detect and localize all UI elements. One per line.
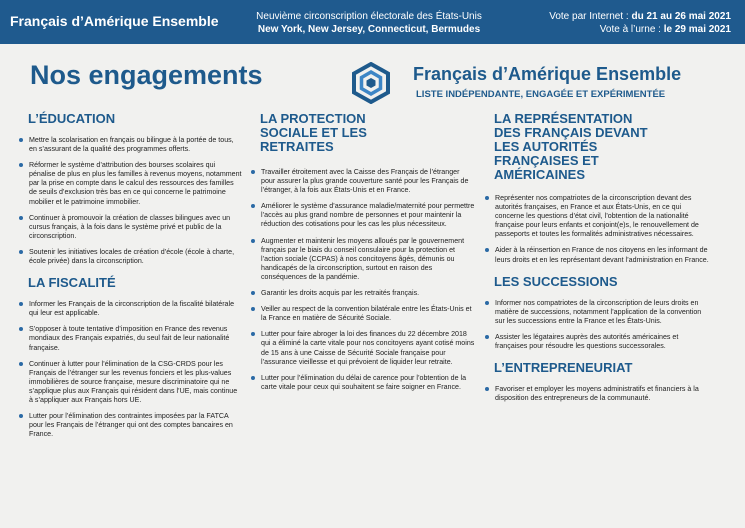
list-item: Réformer le système d’attribution des bourses scolaires qui pénalise de plus en plus les familles à revenus moyens, notamment par la prise en compte dans le calcul des ressources des familles de seuils d’exclusion très bas en ce qui concerne le patrimoine mobilier et le patrimoine immobilier. (18, 161, 243, 206)
vote-internet (549, 10, 731, 23)
list-item: Continuer à promouvoir la création de classes bilingues avec un cursus français, à la fois dans le système privé et public de la circonscription. (18, 214, 243, 241)
vote-urne-date: le 29 mai 2021 (663, 24, 731, 35)
list-item: Représenter nos compatriotes de la circonscription devant des autorités françaises, en France et aux États-Unis, en ce qui concerne les questions d’état civil, l’obtention de la nationalité française pour leurs enfants et conjoint(e)s, le renouvellement de passeports et toutes les formalités administratives nécessaires. (484, 194, 712, 239)
section-title: LA FISCALITÉ (28, 275, 116, 291)
list-item: Mettre la scolarisation en français ou bilingue à la portée de tous, en s’assurant de la qualité des programmes offerts. (18, 136, 243, 154)
section-title: L’ÉDUCATION (28, 111, 116, 126)
circonscription-line1: Neuvième circonscription électorale des États-Unis (256, 11, 482, 22)
column-3 (484, 112, 712, 410)
list-item: Améliorer le système d’assurance maladie/maternité pour permettre l’accès au plus grand nombre de personnes et pour maintenir la réduction des cotisations pour les cas les plus nécessiteux. (250, 202, 475, 229)
column-2 (250, 112, 475, 399)
brand-tagline: LISTE INDÉPENDANTE, ENGAGÉE ET EXPÉRIMENTÉE (416, 89, 666, 100)
list-item: Soutenir les initiatives locales de création d’école (école à charte, école privée) dans la circonscription. (18, 248, 243, 266)
list-item: Continuer à lutter pour l’élimination de la CSG-CRDS pour les Français de l’étranger sur les revenus fonciers et les plus-values immobilières de source française, mesure discriminatoire qui ne s’applique plus aux Français qui résident dans l’UE, mais continue à s’appliquer aux Français hors UE. (18, 360, 243, 405)
section-list (18, 300, 243, 439)
section-title: LA REPRÉSENTATION DES FRANÇAIS DEVANT LES AUTORITÉS FRANÇAISES ET AMÉRICAINES (494, 111, 648, 182)
header-vote-dates (549, 10, 731, 36)
header-bar (0, 0, 745, 44)
vote-internet-label: Vote par Internet : (549, 11, 629, 22)
vote-internet-dates: du 21 au 26 mai 2021 (631, 11, 731, 22)
list-item: Lutter pour l’élimination du délai de carence pour l’obtention de la carte vitale pour ceux qui souhaitent se faire soigner en France. (250, 374, 475, 392)
list-item: Augmenter et maintenir les moyens alloués par le gouvernement français par le biais du conseil consulaire pour la protection et l’action sociale (CCPAS) à nos concitoyens âgés, démunis ou handicapés de la circonscription, surtout en raison des conséquences de la pandémie. (250, 237, 475, 282)
brand-name: Français d’Amérique Ensemble (413, 64, 682, 84)
page-title: Nos engagements (30, 60, 263, 90)
section-list (484, 385, 712, 403)
section-list (484, 194, 712, 265)
section-title: L’ENTREPRENEURIAT (494, 360, 633, 376)
vote-urne-label: Vote à l’urne : (599, 24, 661, 35)
section-list (18, 136, 243, 266)
list-item: Travailler étroitement avec la Caisse des Français de l’étranger pour assurer la plus grande couverture santé pour les Français de l’étranger, à la fois aux États-Unis et en France. (250, 168, 475, 195)
column-1 (18, 112, 243, 446)
list-item: Garantir les droits acquis par les retraités français. (250, 289, 475, 298)
list-item: Veiller au respect de la convention bilatérale entre les États-Unis et la France en matière de Sécurité Sociale. (250, 305, 475, 323)
section (250, 112, 475, 392)
list-item: S’opposer à toute tentative d’imposition en France des revenus mondiaux des Français expatriés, du seul fait de leur nationalité française. (18, 325, 243, 352)
logo-icon (350, 62, 392, 104)
section (484, 112, 712, 265)
section (18, 276, 243, 439)
list-item: Informer les Français de la circonscription de la fiscalité bilatérale qui leur est applicable. (18, 300, 243, 318)
list-item: Informer nos compatriotes de la circonscription de leurs droits en matière de successions, notamment l’application de la convention sur les successions entre la France et les États-Unis. (484, 299, 712, 326)
vote-urne (549, 23, 731, 36)
header-org-name: Français d’Amérique Ensemble (10, 13, 219, 29)
section (18, 112, 243, 266)
list-item: Assister les légataires auprès des autorités américaines et françaises pour résoudre les questions successorales. (484, 333, 712, 351)
list-item: Lutter pour faire abroger la loi des finances du 22 décembre 2018 qui a éliminé la carte vitale pour nos concitoyens ayant cotisé moins de 15 ans à une Caisse de Sécurité Sociale française pour l’assurance vieillesse et qui prévoient de liquider leur retraite. (250, 330, 475, 366)
section-title: LES SUCCESSIONS (494, 273, 618, 289)
section-list (484, 299, 712, 351)
section-title: LA PROTECTION SOCIALE ET LES RETRAITES (260, 111, 367, 154)
section-list (250, 168, 475, 392)
list-item: Lutter pour l’élimination des contraintes imposées par la FATCA pour les Français de l’étranger qui ont des comptes bancaires en France. (18, 412, 243, 439)
list-item: Favoriser et employer les moyens administratifs et financiers à la disposition des entrepreneurs de la communauté. (484, 385, 712, 403)
section (484, 275, 712, 351)
header-circonscription (244, 10, 494, 36)
circonscription-line2: New York, New Jersey, Connecticut, Bermudes (257, 24, 481, 35)
section (484, 361, 712, 403)
list-item: Aider à la réinsertion en France de nos citoyens en les informant de leurs droits et en les représentant devant l’administration en France. (484, 246, 712, 264)
